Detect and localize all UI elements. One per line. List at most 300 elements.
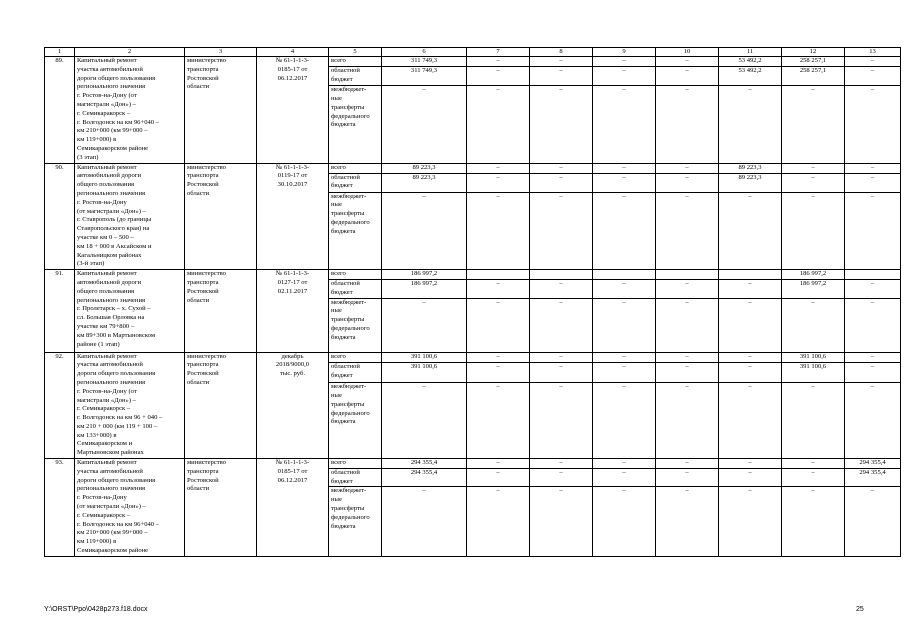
text-line: бюджет	[331, 371, 353, 379]
amount-cell: 294 355,4	[382, 459, 467, 469]
text-line: 0185-17 от	[277, 467, 308, 475]
amount-cell: –	[782, 173, 845, 192]
amount-cell: –	[467, 279, 530, 298]
footer-file-path: Y:\ORST\Ppo\0428p273.f18.docx	[44, 606, 148, 613]
text-line: федерального	[331, 513, 370, 521]
amount-cell: 391 100,6	[782, 352, 845, 363]
text-line: ные	[331, 201, 342, 209]
amount-cell: 186 997,2	[782, 279, 845, 298]
text-line: (от магистрали «Дон») –	[77, 503, 146, 511]
document-cell	[257, 270, 329, 352]
amount-cell: –	[782, 192, 845, 270]
text-line: межбюджет-	[331, 192, 367, 200]
text-line: областной	[331, 279, 360, 287]
customer-cell	[185, 352, 257, 459]
amount-cell: –	[530, 459, 593, 469]
amount-cell: –	[593, 57, 656, 67]
amount-cell: –	[845, 163, 901, 173]
amount-cell: –	[593, 468, 656, 487]
text-line: дороги общего пользования	[77, 74, 156, 82]
amount-cell: –	[593, 363, 656, 383]
amount-cell: 186 997,2	[382, 270, 467, 280]
amount-cell: 258 257,1	[782, 67, 845, 86]
amount-cell: –	[656, 363, 719, 383]
text-line: № 61-1-1-3-	[275, 270, 310, 278]
text-line: (от магистрали «Дон») –	[77, 207, 146, 215]
column-number-9: 9	[593, 48, 656, 57]
column-number-11: 11	[719, 48, 782, 57]
amount-cell: –	[530, 67, 593, 86]
text-line: межбюджет-	[331, 86, 367, 94]
text-line: Капитальный ремонт	[77, 352, 137, 360]
text-line: межбюджет-	[331, 487, 367, 495]
text-line: ные	[331, 307, 342, 315]
amount-cell: –	[719, 459, 782, 469]
column-number-header	[45, 48, 901, 57]
funding-source	[329, 279, 382, 298]
text-line: Капитальный ремонт	[77, 459, 137, 467]
amount-cell: –	[782, 487, 845, 557]
text-line: ные	[331, 95, 342, 103]
text-line: Ростовской	[187, 370, 219, 378]
amount-cell: –	[782, 298, 845, 352]
text-line: км 119+000) в	[77, 136, 117, 144]
amount-cell: 311 749,3	[382, 67, 467, 86]
text-line: сл. Большая Орловка на	[77, 314, 145, 322]
text-line: областной	[331, 363, 360, 371]
text-line: км 210+000 (км 99+000 –	[77, 529, 148, 537]
text-line: км 210+000 (км 99+000 –	[77, 127, 148, 135]
amount-cell: –	[530, 298, 593, 352]
text-line: Капитальный ремонт	[77, 163, 137, 171]
column-number-10: 10	[656, 48, 719, 57]
document-cell	[257, 459, 329, 557]
text-line: транспорта	[187, 467, 219, 475]
customer-cell	[185, 459, 257, 557]
text-line: областной	[331, 468, 360, 476]
text-line: области	[187, 189, 210, 197]
amount-cell: –	[719, 383, 782, 459]
text-line: трансферты	[331, 103, 365, 111]
text-line: Семикаракорском районе	[77, 144, 149, 152]
text-line: г. Ставрополь (до границы	[77, 216, 152, 224]
text-line: магистрали «Дон») –	[77, 100, 136, 108]
text-line: транспорта	[187, 361, 219, 369]
amount-cell: –	[467, 67, 530, 86]
text-line: км 89+300 в Мартыновском	[77, 331, 155, 339]
amount-cell: –	[593, 173, 656, 192]
amount-cell: –	[782, 459, 845, 469]
funding-source	[329, 173, 382, 192]
text-line: министерство	[187, 459, 226, 467]
text-line: регионального значения	[77, 296, 146, 304]
text-line: Мартыновском районах	[77, 449, 144, 457]
column-number-2: 2	[75, 48, 185, 57]
text-line: всего	[331, 270, 346, 278]
column-number-5: 5	[329, 48, 382, 57]
amount-cell: –	[719, 86, 782, 163]
object-description	[75, 459, 185, 557]
text-line: км 210 + 000 (км 119 + 100 –	[77, 422, 158, 430]
amount-cell: 294 355,4	[845, 468, 901, 487]
amount-cell: 311 749,3	[382, 57, 467, 67]
amount-cell: –	[719, 298, 782, 352]
amount-cell: –	[382, 298, 467, 352]
text-line: 02.11.2017	[277, 287, 308, 295]
text-line: декабрь	[281, 352, 304, 360]
amount-cell: –	[845, 487, 901, 557]
amount-cell: –	[656, 163, 719, 173]
amount-cell: –	[467, 363, 530, 383]
amount-cell: –	[593, 86, 656, 163]
text-line: бюджет	[331, 182, 353, 190]
amount-cell: 294 355,4	[845, 459, 901, 469]
funding-source	[329, 383, 382, 459]
text-line: межбюджет-	[331, 383, 367, 391]
amount-cell: –	[382, 86, 467, 163]
amount-cell: –	[530, 487, 593, 557]
text-line: области	[187, 83, 210, 91]
text-line: 2018/9000,0	[275, 361, 310, 369]
record-number: 92.	[45, 352, 75, 459]
amount-cell: 89 223,3	[382, 173, 467, 192]
amount-cell: –	[656, 468, 719, 487]
amount-cell: –	[719, 279, 782, 298]
funding-source	[329, 163, 382, 173]
column-number-7: 7	[467, 48, 530, 57]
text-line: участка автомобильной	[77, 467, 143, 475]
amount-cell: –	[593, 163, 656, 173]
text-line: области	[187, 378, 210, 386]
amount-cell	[656, 270, 719, 280]
amount-cell: –	[782, 468, 845, 487]
text-line: бюджета	[331, 227, 356, 235]
text-line: бюджета	[331, 418, 356, 426]
amount-cell: –	[656, 173, 719, 192]
text-line: Ростовской	[187, 74, 219, 82]
text-line: бюджет	[331, 477, 353, 485]
text-line: 30.10.2017	[277, 181, 308, 189]
text-line: г. Семикаракорск –	[77, 511, 131, 519]
text-line: участке км 0 – 500 –	[77, 233, 134, 241]
amount-cell: –	[467, 298, 530, 352]
amount-cell: –	[530, 192, 593, 270]
table-row	[45, 163, 901, 173]
document-cell	[257, 57, 329, 164]
table-row	[45, 459, 901, 469]
table-row	[45, 270, 901, 280]
amount-cell: –	[845, 86, 901, 163]
text-line: трансферты	[331, 505, 365, 513]
object-description	[75, 57, 185, 164]
amount-cell: –	[845, 173, 901, 192]
funding-source	[329, 192, 382, 270]
text-line: участке км 79+800 –	[77, 322, 135, 330]
amount-cell: –	[467, 383, 530, 459]
text-line: транспорта	[187, 65, 219, 73]
text-line: участка автомобильной	[77, 361, 143, 369]
text-line: транспорта	[187, 278, 219, 286]
document-cell	[257, 163, 329, 270]
amount-cell: –	[719, 363, 782, 383]
text-line: бюджет	[331, 75, 353, 83]
text-line: бюджета	[331, 121, 356, 129]
amount-cell: –	[719, 468, 782, 487]
amount-cell: –	[530, 363, 593, 383]
column-number-1: 1	[45, 48, 75, 57]
amount-cell: –	[845, 298, 901, 352]
text-line: автомобильной дороги	[77, 278, 141, 286]
column-number-13: 13	[845, 48, 901, 57]
text-line: трансферты	[331, 316, 365, 324]
funding-source	[329, 487, 382, 557]
amount-cell: –	[656, 298, 719, 352]
budget-table-sheet	[44, 47, 901, 557]
record-number: 91.	[45, 270, 75, 352]
amount-cell: 258 257,1	[782, 57, 845, 67]
amount-cell: –	[845, 383, 901, 459]
text-line: г. Ростов-на-Дону	[77, 494, 127, 502]
amount-cell: –	[593, 279, 656, 298]
amount-cell: –	[782, 86, 845, 163]
table-row	[45, 352, 901, 363]
text-line: общего пользования	[77, 287, 135, 295]
text-line: всего	[331, 352, 346, 360]
amount-cell: –	[467, 86, 530, 163]
amount-cell: –	[845, 352, 901, 363]
amount-cell: –	[593, 298, 656, 352]
text-line: № 61-1-1-3-	[275, 163, 310, 171]
text-line: г. Семикаракорск –	[77, 109, 131, 117]
amount-cell: –	[382, 192, 467, 270]
text-line: № 61-1-1-3-	[275, 57, 310, 64]
text-line: 0185-17 от	[277, 65, 308, 73]
text-line: Семикаракорском районе	[77, 547, 149, 555]
amount-cell: –	[845, 363, 901, 383]
text-line: г. Волгодонск на км 96+040 –	[77, 118, 160, 126]
amount-cell: –	[593, 383, 656, 459]
budget-table	[44, 47, 901, 557]
funding-source	[329, 352, 382, 363]
amount-cell: –	[467, 487, 530, 557]
amount-cell	[593, 270, 656, 280]
amount-cell: –	[593, 352, 656, 363]
amount-cell: –	[467, 352, 530, 363]
amount-cell: 53 492,2	[719, 67, 782, 86]
amount-cell: –	[656, 459, 719, 469]
amount-cell: –	[382, 383, 467, 459]
amount-cell: –	[382, 487, 467, 557]
text-line: трансферты	[331, 210, 365, 218]
text-line: федерального	[331, 218, 370, 226]
amount-cell: –	[467, 459, 530, 469]
amount-cell: –	[467, 163, 530, 173]
column-number-12: 12	[782, 48, 845, 57]
funding-source	[329, 57, 382, 67]
text-line: 06.12.2017	[277, 476, 308, 484]
text-line: федерального	[331, 409, 370, 417]
page-number: 25	[856, 606, 864, 613]
amount-cell: –	[719, 192, 782, 270]
amount-cell: –	[467, 468, 530, 487]
amount-cell: –	[593, 487, 656, 557]
text-line: г. Волгодонск на км 96+040 –	[77, 520, 160, 528]
amount-cell: –	[845, 192, 901, 270]
column-number-4: 4	[257, 48, 329, 57]
amount-cell: –	[782, 163, 845, 173]
amount-cell	[467, 270, 530, 280]
document-cell	[257, 352, 329, 459]
amount-cell: –	[593, 67, 656, 86]
text-line: г. Волгодонск на км 96 + 040 –	[77, 414, 163, 422]
amount-cell: –	[656, 57, 719, 67]
amount-cell: –	[719, 352, 782, 363]
text-line: Кагальницком районах	[77, 251, 142, 259]
text-line: регионального значения	[77, 485, 146, 493]
funding-source	[329, 270, 382, 280]
amount-cell: –	[530, 279, 593, 298]
text-line: ные	[331, 496, 342, 504]
text-line: автомобильной дороги	[77, 172, 141, 180]
amount-cell: –	[467, 57, 530, 67]
amount-cell	[845, 270, 901, 280]
text-line: трансферты	[331, 400, 365, 408]
text-line: ные	[331, 392, 342, 400]
object-description	[75, 270, 185, 352]
amount-cell: –	[656, 192, 719, 270]
funding-source	[329, 363, 382, 383]
funding-source	[329, 298, 382, 352]
text-line: 0127-17 от	[277, 278, 308, 286]
amount-cell: –	[593, 192, 656, 270]
amount-cell: –	[530, 86, 593, 163]
funding-source	[329, 459, 382, 469]
record-number: 90.	[45, 163, 75, 270]
amount-cell: 391 100,6	[382, 363, 467, 383]
customer-cell	[185, 270, 257, 352]
amount-cell: –	[530, 173, 593, 192]
amount-cell: 89 223,3	[382, 163, 467, 173]
amount-cell: –	[530, 383, 593, 459]
text-line: транспорта	[187, 172, 219, 180]
text-line: тыс. руб.	[280, 370, 305, 378]
text-line: общего пользования	[77, 181, 135, 189]
amount-cell: –	[467, 192, 530, 270]
text-line: министерство	[187, 57, 226, 64]
text-line: бюджет	[331, 288, 353, 296]
text-line: областной	[331, 173, 360, 181]
text-line: г. Ростов-на-Дону (от	[77, 387, 137, 395]
customer-cell	[185, 163, 257, 270]
amount-cell: 186 997,2	[782, 270, 845, 280]
column-number-6: 6	[382, 48, 467, 57]
text-line: (3 этап)	[77, 153, 99, 161]
text-line: Капитальный ремонт	[77, 270, 137, 278]
text-line: 0119-17 от	[277, 172, 308, 180]
text-line: Ростовской	[187, 181, 219, 189]
amount-cell: –	[782, 383, 845, 459]
text-line: (3-й этап)	[77, 260, 105, 268]
text-line: федерального	[331, 112, 370, 120]
amount-cell: –	[656, 67, 719, 86]
text-line: Ростовской	[187, 476, 219, 484]
amount-cell: 89 223,3	[719, 163, 782, 173]
amount-cell: –	[530, 352, 593, 363]
text-line: дороги общего пользования	[77, 370, 156, 378]
text-line: г. Ростов-на-Дону (от	[77, 92, 137, 100]
text-line: дороги общего пользования	[77, 476, 156, 484]
text-line: 06.12.2017	[277, 74, 308, 82]
object-description	[75, 163, 185, 270]
text-line: области	[187, 296, 210, 304]
amount-cell: –	[656, 383, 719, 459]
amount-cell: 53 492,2	[719, 57, 782, 67]
amount-cell: –	[845, 279, 901, 298]
text-line: № 61-1-1-3-	[275, 459, 310, 467]
text-line: км 133+000) в	[77, 431, 117, 439]
text-line: министерство	[187, 163, 226, 171]
funding-source	[329, 67, 382, 86]
text-line: областной	[331, 67, 360, 75]
text-line: Капитальный ремонт	[77, 57, 137, 64]
amount-cell: 391 100,6	[382, 352, 467, 363]
text-line: км 18 + 000 в Аксайском и	[77, 242, 152, 250]
customer-cell	[185, 57, 257, 164]
amount-cell: –	[656, 86, 719, 163]
text-line: федерального	[331, 324, 370, 332]
text-line: г. Ростов-на-Дону	[77, 198, 127, 206]
amount-cell: –	[656, 352, 719, 363]
record-number: 89.	[45, 57, 75, 164]
amount-cell: –	[530, 57, 593, 67]
text-line: магистрали «Дон») –	[77, 396, 136, 404]
amount-cell: –	[467, 173, 530, 192]
text-line: регионального значения	[77, 378, 146, 386]
amount-cell: –	[530, 468, 593, 487]
amount-cell	[719, 270, 782, 280]
text-line: всего	[331, 459, 346, 467]
text-line: бюджета	[331, 522, 356, 530]
text-line: межбюджет-	[331, 298, 367, 306]
text-line: участка автомобильной	[77, 65, 143, 73]
text-line: районе (1 этап)	[77, 340, 120, 348]
table-row	[45, 57, 901, 67]
text-line: всего	[331, 57, 346, 64]
amount-cell: –	[845, 57, 901, 67]
column-number-3: 3	[185, 48, 257, 57]
text-line: Ставропольского края) на	[77, 225, 150, 233]
amount-cell: –	[593, 459, 656, 469]
text-line: г. Пролетарск – х. Сухой –	[77, 305, 151, 313]
amount-cell: 186 997,2	[382, 279, 467, 298]
text-line: министерство	[187, 352, 226, 360]
text-line: км 119+000) в	[77, 538, 117, 546]
amount-cell: 89 223,3	[719, 173, 782, 192]
amount-cell: 391 100,6	[782, 363, 845, 383]
amount-cell: –	[719, 487, 782, 557]
amount-cell	[530, 270, 593, 280]
amount-cell: –	[656, 279, 719, 298]
amount-cell: 294 355,4	[382, 468, 467, 487]
text-line: бюджета	[331, 333, 356, 341]
text-line: г. Семикаракорск –	[77, 405, 131, 413]
text-line: области	[187, 485, 210, 493]
text-line: Ростовской	[187, 287, 219, 295]
text-line: всего	[331, 163, 346, 171]
funding-source	[329, 468, 382, 487]
column-number-8: 8	[530, 48, 593, 57]
text-line: министерство	[187, 270, 226, 278]
